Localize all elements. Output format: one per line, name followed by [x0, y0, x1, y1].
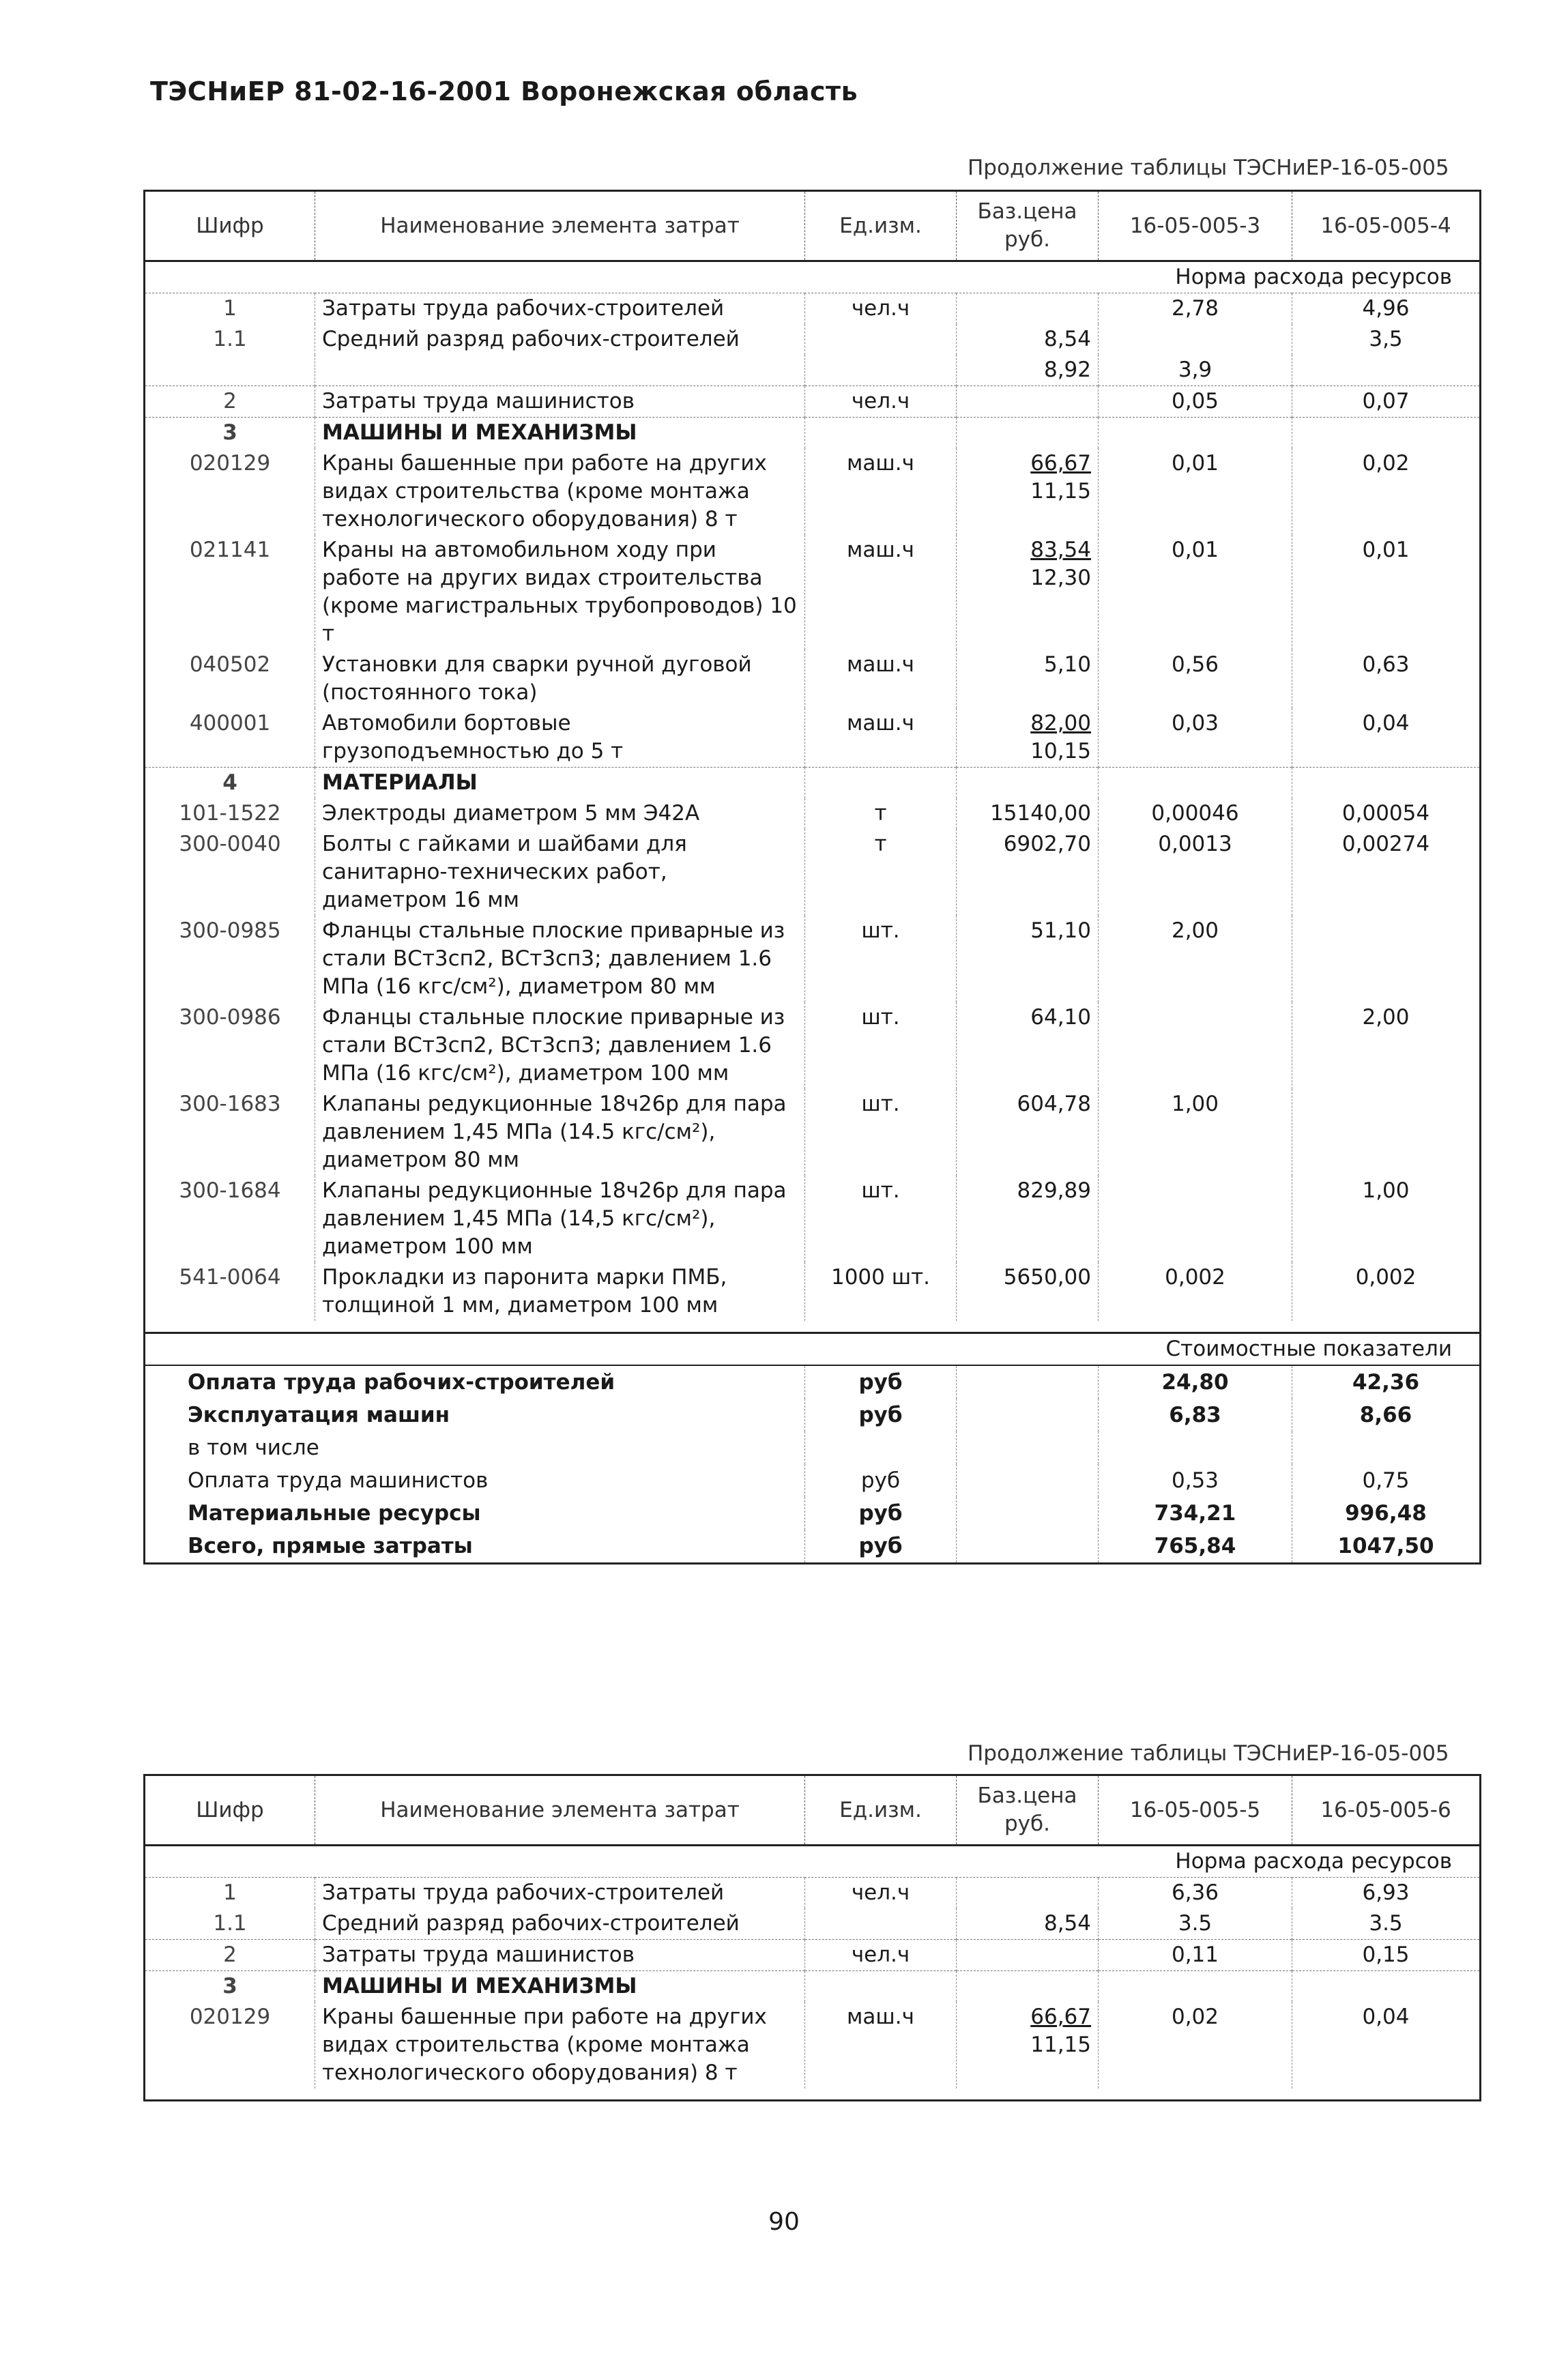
empty-cell: [957, 1530, 1099, 1564]
price-secondary: 10,15: [1030, 739, 1091, 763]
column-header-norm-1: 16-05-005-5: [1099, 1775, 1292, 1846]
row-name: Электроды диаметром 5 мм Э42А: [315, 798, 805, 829]
row-unit: т: [805, 798, 957, 829]
empty-cell: [1099, 1971, 1292, 2003]
table-row: [145, 293, 1481, 325]
row-unit: чел.ч: [805, 386, 957, 418]
price-value: 83,54: [1030, 538, 1091, 562]
column-header-code: Шифр: [145, 191, 315, 261]
row-code: 2: [145, 1940, 315, 1971]
price-value: 51,10: [1030, 918, 1091, 943]
row-price: [957, 535, 1099, 650]
row-unit: чел.ч: [805, 1940, 957, 1971]
table2-body: [145, 1846, 1481, 2101]
row-norm-1: 1,00: [1099, 1089, 1292, 1176]
row-norm-2: 0,15: [1292, 1940, 1481, 1971]
price-secondary: 11,15: [1030, 479, 1091, 504]
table-row: [145, 1089, 1481, 1176]
summary-row: [145, 1365, 1481, 1399]
empty-cell: [957, 768, 1099, 799]
table-row: [145, 798, 1481, 829]
row-code: 1.1: [213, 1911, 247, 1936]
price-value: 66,67: [1030, 451, 1091, 476]
row-price: [957, 650, 1099, 708]
row-norm-2: 1,00: [1292, 1176, 1481, 1262]
empty-cell: [1099, 418, 1292, 449]
empty-cell: [1292, 418, 1481, 449]
row-price: [957, 355, 1099, 386]
column-header-norm-1: 16-05-005-3: [1099, 191, 1292, 261]
row-norm-1: [1099, 324, 1292, 355]
row-norm-2: 2,00: [1292, 1002, 1481, 1089]
row-unit: т: [805, 829, 957, 916]
row-code: 101-1522: [179, 801, 281, 826]
row-norm-2: [1292, 355, 1481, 386]
summary-value-2: [1292, 1431, 1481, 1464]
row-price: [957, 1002, 1099, 1089]
row-norm-2: 6,93: [1292, 1878, 1481, 1909]
table-row: [145, 916, 1481, 1002]
norm-subheader: Норма расхода ресурсов: [145, 1846, 1481, 1878]
empty-cell: [957, 1464, 1099, 1497]
row-price: [957, 1089, 1099, 1176]
spacer-row: [145, 2088, 1481, 2101]
row-norm-1: 0,01: [1099, 535, 1292, 650]
summary-unit: руб: [805, 1464, 957, 1497]
row-norm-1: [1099, 1176, 1292, 1262]
row-unit: маш.ч: [805, 448, 957, 535]
row-name: Краны башенные при работе на других видах строительства (кроме монтажа технологического оборудования) 8 т: [315, 448, 805, 535]
row-norm-2: 0,07: [1292, 386, 1481, 418]
row-name: Краны башенные при работе на других видах строительства (кроме монтажа технологического оборудования) 8 т: [315, 2002, 805, 2088]
column-header-norm-2: 16-05-005-4: [1292, 191, 1481, 261]
spacer: [145, 1321, 1481, 1333]
section-row: [145, 1971, 1481, 2003]
row-unit: шт.: [805, 916, 957, 1002]
price-value: 15140,00: [990, 801, 1091, 826]
summary-value-2: 42,36: [1292, 1365, 1481, 1399]
resource-table-1: [143, 190, 1481, 1564]
empty-cell: [1099, 768, 1292, 799]
empty-cell: [957, 1971, 1099, 2003]
row-unit: 1000 шт.: [805, 1262, 957, 1321]
row-norm-2: 0,00054: [1292, 798, 1481, 829]
table-row: [145, 1002, 1481, 1089]
table-row: [145, 2002, 1481, 2088]
column-header-norm-2: 16-05-005-6: [1292, 1775, 1481, 1846]
summary-unit: руб: [805, 1530, 957, 1564]
row-name: Затраты труда рабочих-строителей: [315, 293, 805, 325]
table2-caption: Продолжение таблицы ТЭСНиЕР-16-05-005: [968, 1741, 1449, 1766]
summary-value-1: [1099, 1431, 1292, 1464]
row-price: [957, 448, 1099, 535]
row-price: [957, 386, 1099, 418]
summary-label: Оплата труда машинистов: [188, 1468, 489, 1493]
empty-cell: [1292, 768, 1481, 799]
section-row: [145, 418, 1481, 449]
row-name: Краны на автомобильном ходу при работе на других видах строительства (кроме магистральных трубопроводов) 10 т: [315, 535, 805, 650]
row-name: Прокладки из паронита марки ПМБ, толщиной 1 мм, диаметром 100 мм: [315, 1262, 805, 1321]
table-row: [145, 324, 1481, 355]
row-norm-2: 0,02: [1292, 448, 1481, 535]
row-name: Установки для сварки ручной дуговой (постоянного тока): [315, 650, 805, 708]
row-code: 300-0986: [179, 1005, 281, 1030]
row-unit: [805, 1908, 957, 1940]
row-norm-1: 0,05: [1099, 386, 1292, 418]
row-code: 3: [145, 1971, 315, 2003]
summary-unit: руб: [805, 1497, 957, 1530]
row-norm-2: 0,04: [1292, 708, 1481, 768]
empty-cell: [805, 418, 957, 449]
row-norm-1: [1099, 1002, 1292, 1089]
row-norm-2: 0,00274: [1292, 829, 1481, 916]
row-price: [957, 2002, 1099, 2088]
price-value: 5650,00: [1003, 1265, 1091, 1290]
column-header-code: Шифр: [145, 1775, 315, 1846]
row-name: Затраты труда машинистов: [315, 386, 805, 418]
summary-unit: руб: [805, 1365, 957, 1399]
row-norm-2: 0,63: [1292, 650, 1481, 708]
empty-cell: [805, 1971, 957, 2003]
row-name: Затраты труда машинистов: [315, 1940, 805, 1971]
table-row: [145, 1262, 1481, 1321]
summary-unit: [805, 1431, 957, 1464]
column-header-price: Баз.цена руб.: [957, 1775, 1099, 1846]
price-value: 829,89: [1017, 1178, 1091, 1203]
row-price: [957, 1940, 1099, 1971]
row-unit: маш.ч: [805, 708, 957, 768]
row-name: Клапаны редукционные 18ч26р для пара давлением 1,45 МПа (14.5 кгс/см²), диаметром 80 мм: [315, 1089, 805, 1176]
row-norm-2: 0,04: [1292, 2002, 1481, 2088]
row-norm-1: 0,02: [1099, 2002, 1292, 2088]
row-unit: маш.ч: [805, 650, 957, 708]
row-code: 020129: [189, 2005, 271, 2029]
summary-value-2: 996,48: [1292, 1497, 1481, 1530]
empty-cell: [1292, 1971, 1481, 2003]
row-unit: шт.: [805, 1176, 957, 1262]
row-code: 2: [145, 386, 315, 418]
row-norm-2: 0,002: [1292, 1262, 1481, 1321]
row-norm-1: 0,11: [1099, 1940, 1292, 1971]
price-value: 5,10: [1043, 652, 1091, 677]
row-price: [957, 798, 1099, 829]
row-price: [957, 829, 1099, 916]
row-code: 1: [223, 296, 237, 321]
row-norm-1: 2,00: [1099, 916, 1292, 1002]
column-header-price: Баз.цена руб.: [957, 191, 1099, 261]
row-norm-1: 0,0013: [1099, 829, 1292, 916]
empty-cell: [957, 418, 1099, 449]
row-code: 300-0040: [179, 832, 281, 856]
summary-value-1: 765,84: [1099, 1530, 1292, 1564]
summary-row: [145, 1464, 1481, 1497]
row-unit: шт.: [805, 1089, 957, 1176]
table-row: [145, 535, 1481, 650]
row-code: 4: [145, 768, 315, 799]
row-price: [957, 1878, 1099, 1909]
resource-table-2: [143, 1774, 1481, 2101]
summary-label: Всего, прямые затраты: [188, 1534, 473, 1558]
table-row: [145, 1176, 1481, 1262]
summary-value-1: 734,21: [1099, 1497, 1292, 1530]
price-value: 64,10: [1030, 1005, 1091, 1030]
row-norm-2: 0,01: [1292, 535, 1481, 650]
column-header-unit: Ед.изм.: [805, 191, 957, 261]
page-number: 90: [768, 2208, 800, 2236]
row-norm-1: 2,78: [1099, 293, 1292, 325]
row-norm-2: [1292, 916, 1481, 1002]
table-row: [145, 829, 1481, 916]
row-norm-1: 6,36: [1099, 1878, 1292, 1909]
row-norm-2: 4,96: [1292, 293, 1481, 325]
summary-label: Эксплуатация машин: [188, 1403, 450, 1427]
summary-label: Оплата труда рабочих-строителей: [145, 1365, 805, 1399]
row-price: [957, 293, 1099, 325]
price-secondary: 11,15: [1030, 2033, 1091, 2057]
row-unit: чел.ч: [805, 293, 957, 325]
row-norm-1: 0,002: [1099, 1262, 1292, 1321]
row-unit: [805, 324, 957, 355]
row-unit: [805, 355, 957, 386]
price-value: 8,92: [1043, 358, 1091, 382]
row-name: МАШИНЫ И МЕХАНИЗМЫ: [315, 418, 805, 449]
row-name: Автомобили бортовые грузоподъемностью до 5 т: [315, 708, 805, 768]
row-norm-1: 0,03: [1099, 708, 1292, 768]
table-row: [145, 1908, 1481, 1940]
summary-unit: руб: [805, 1399, 957, 1431]
table-row: [145, 708, 1481, 768]
row-name: Клапаны редукционные 18ч26р для пара давлением 1,45 МПа (14,5 кгс/см²), диаметром 100 мм: [315, 1176, 805, 1262]
spacer-row: [145, 1321, 1481, 1333]
table1-caption: Продолжение таблицы ТЭСНиЕР-16-05-005: [968, 156, 1449, 180]
row-norm-1: 3.5: [1099, 1908, 1292, 1940]
summary-value-2: 8,66: [1292, 1399, 1481, 1431]
summary-value-2: 0,75: [1292, 1464, 1481, 1497]
row-name: Затраты труда рабочих-строителей: [315, 1878, 805, 1909]
row-code: [145, 355, 315, 386]
row-code: 1: [223, 1880, 237, 1905]
norm-subheader: Норма расхода ресурсов: [145, 261, 1481, 293]
row-code: 541-0064: [179, 1265, 281, 1290]
price-value: 604,78: [1017, 1092, 1091, 1116]
table1-body: [145, 261, 1481, 1333]
price-value: 66,67: [1030, 2005, 1091, 2029]
row-unit: чел.ч: [805, 1878, 957, 1909]
summary-row: [145, 1530, 1481, 1564]
summary-value-2: 1047,50: [1292, 1530, 1481, 1564]
row-price: [957, 1262, 1099, 1321]
row-name: Болты с гайками и шайбами для санитарно-технических работ, диаметром 16 мм: [315, 829, 805, 916]
cost-subheader: Стоимостные показатели: [145, 1333, 1481, 1366]
empty-cell: [957, 1497, 1099, 1530]
row-price: [957, 708, 1099, 768]
price-secondary: 12,30: [1030, 566, 1091, 590]
price-value: 8,54: [1043, 327, 1091, 351]
table-row: [145, 448, 1481, 535]
column-header-unit: Ед.изм.: [805, 1775, 957, 1846]
row-code: 020129: [189, 451, 271, 476]
row-name: Средний разряд рабочих-строителей: [315, 1908, 805, 1940]
row-code: 3: [145, 418, 315, 449]
summary-label: Материальные ресурсы: [188, 1501, 481, 1526]
row-unit: маш.ч: [805, 2002, 957, 2088]
row-name: МАШИНЫ И МЕХАНИЗМЫ: [315, 1971, 805, 2003]
page-title: ТЭСНиЕР 81-02-16-2001 Воронежская область: [150, 76, 858, 106]
table-row: [145, 355, 1481, 386]
row-norm-2: 3,5: [1292, 324, 1481, 355]
summary-label: в том числе: [188, 1436, 319, 1460]
column-header-name: Наименование элемента затрат: [315, 191, 805, 261]
row-norm-1: 0,56: [1099, 650, 1292, 708]
row-unit: маш.ч: [805, 535, 957, 650]
table-row: [145, 1878, 1481, 1909]
empty-cell: [957, 1431, 1099, 1464]
summary-row: [145, 1399, 1481, 1431]
row-norm-1: 0,01: [1099, 448, 1292, 535]
price-value: 8,54: [1043, 1911, 1091, 1936]
summary-row: [145, 1431, 1481, 1464]
row-unit: шт.: [805, 1002, 957, 1089]
row-price: [957, 916, 1099, 1002]
summary-value-1: 0,53: [1099, 1464, 1292, 1497]
row-name: Фланцы стальные плоские приварные из стали ВСт3сп2, ВСт3сп3; давлением 1.6 МПа (16 кгс/см²), диаметром 80 мм: [315, 916, 805, 1002]
table-row: [145, 386, 1481, 418]
spacer: [145, 2088, 1481, 2101]
summary-value-1: 6,83: [1099, 1399, 1292, 1431]
row-norm-2: [1292, 1089, 1481, 1176]
row-code: 300-1683: [179, 1092, 281, 1116]
row-code: 300-1684: [179, 1178, 281, 1203]
row-norm-1: 3,9: [1099, 355, 1292, 386]
row-name: Средний разряд рабочих-строителей: [315, 324, 805, 355]
empty-cell: [957, 1365, 1099, 1399]
row-name: [315, 355, 805, 386]
empty-cell: [957, 1399, 1099, 1431]
row-code: 040502: [189, 652, 271, 677]
row-price: [957, 324, 1099, 355]
section-row: [145, 768, 1481, 799]
row-code: 400001: [189, 711, 271, 736]
row-norm-1: 0,00046: [1099, 798, 1292, 829]
row-name: МАТЕРИАЛЫ: [315, 768, 805, 799]
empty-cell: [805, 768, 957, 799]
column-header-name: Наименование элемента затрат: [315, 1775, 805, 1846]
table-row: [145, 650, 1481, 708]
row-price: [957, 1908, 1099, 1940]
price-value: 6902,70: [1003, 832, 1091, 856]
price-value: 82,00: [1030, 711, 1091, 736]
table1-summary: [145, 1333, 1481, 1564]
table-row: [145, 1940, 1481, 1971]
row-norm-2: 3.5: [1292, 1908, 1481, 1940]
row-code: 1.1: [213, 327, 247, 351]
row-name: Фланцы стальные плоские приварные из стали ВСт3сп2, ВСт3сп3; давлением 1.6 МПа (16 кгс/см²), диаметром 100 мм: [315, 1002, 805, 1089]
summary-value-1: 24,80: [1099, 1365, 1292, 1399]
row-code: 300-0985: [179, 918, 281, 943]
row-code: 021141: [189, 538, 271, 562]
row-price: [957, 1176, 1099, 1262]
summary-row: [145, 1497, 1481, 1530]
